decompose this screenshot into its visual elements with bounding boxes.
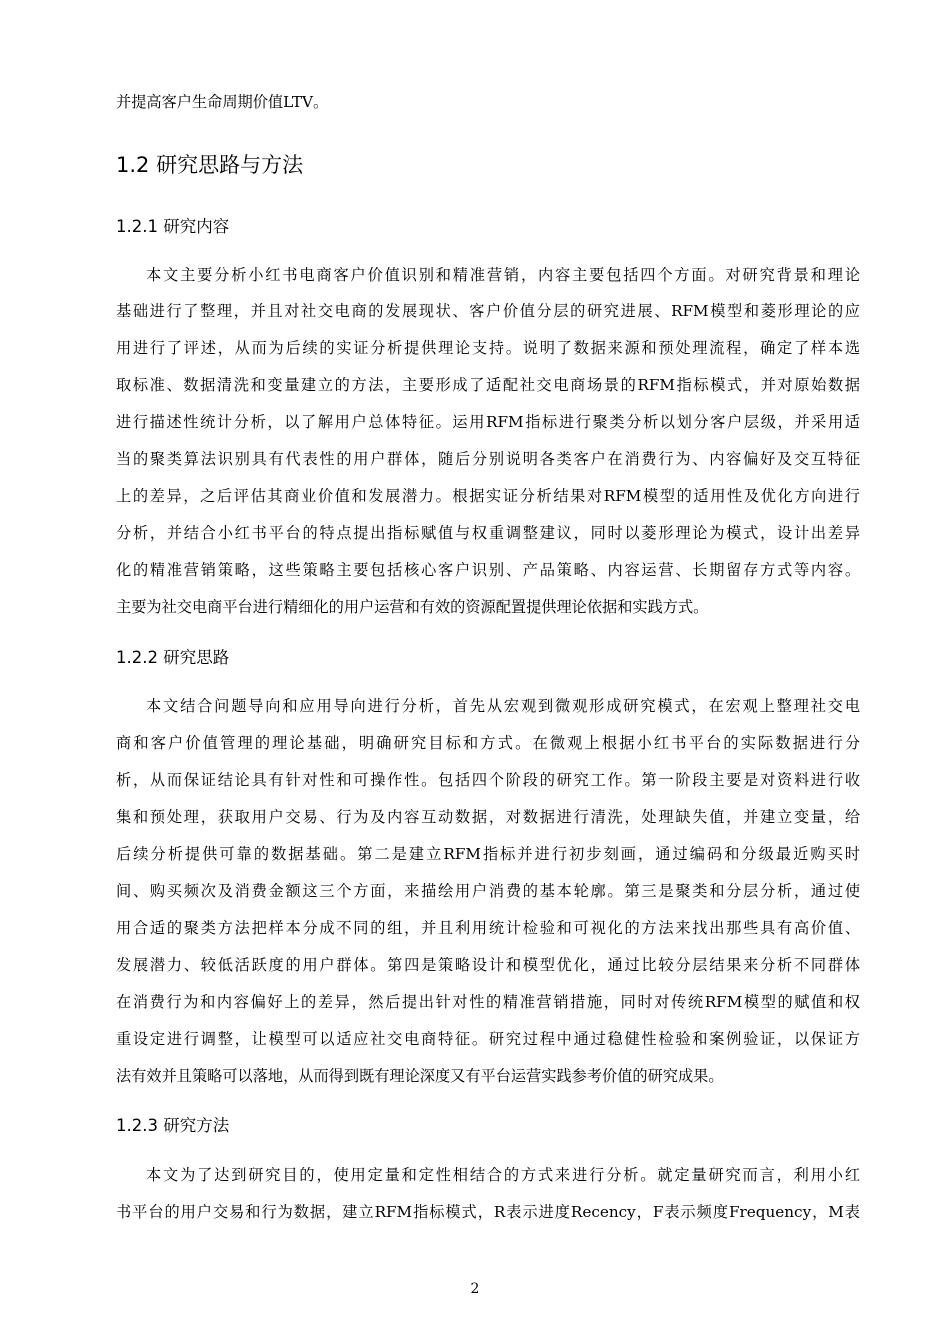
- page-number: 2: [470, 1281, 480, 1297]
- subsection-heading-123: 1.2.3 研究方法: [116, 1116, 230, 1135]
- paragraph-line: 本文为了达到研究目的，使用定量和定性相结合的方式来进行分析。就定量研究而言，利用小红: [146, 1166, 860, 1184]
- paragraph-line: 书平台的用户交易和行为数据，建立RFM指标模式，R表示进度Recency，F表示频度Frequency，M表: [116, 1203, 860, 1221]
- paragraph-line: 化的精准营销策略，这些策略主要包括核心客户识别、产品策略、内容运营、长期留存方式等内容。: [116, 561, 860, 579]
- paragraph-line: 集和预处理，获取用户交易、行为及内容互动数据，对数据进行清洗，处理缺失值，并建立变量，给: [116, 808, 860, 826]
- paragraph-line: 商和客户价值管理的理论基础，明确研究目标和方式。在微观上根据小红书平台的实际数据进行分: [116, 734, 860, 752]
- paragraph-line: 本文主要分析小红书电商客户价值识别和精准营销，内容主要包括四个方面。对研究背景和理论: [146, 266, 860, 284]
- section-heading: 1.2 研究思路与方法: [116, 153, 304, 177]
- paragraph-line: 分析，并结合小红书平台的特点提出指标赋值与权重调整建议，同时以菱形理论为模式，设计出差异: [116, 524, 860, 542]
- paragraph-line: 在消费行为和内容偏好上的差异，然后提出针对性的精准营销措施，同时对传统RFM模型的赋值和权: [116, 993, 860, 1011]
- paragraph-line: 基础进行了整理，并且对社交电商的发展现状、客户价值分层的研究进展、RFM模型和菱形理论的应: [116, 302, 860, 320]
- paragraph-line: 析，从而保证结论具有针对性和可操作性。包括四个阶段的研究工作。第一阶段主要是对资料进行收: [116, 771, 860, 789]
- paragraph-line: 本文结合问题导向和应用导向进行分析，首先从宏观到微观形成研究模式，在宏观上整理社交电: [146, 697, 860, 715]
- paragraph-line: 用合适的聚类方法把样本分成不同的组，并且利用统计检验和可视化的方法来找出那些具有高价值、: [116, 919, 860, 937]
- paragraph-line: 主要为社交电商平台进行精细化的用户运营和有效的资源配置提供理论依据和实践方式。: [116, 598, 709, 616]
- paragraph-line: 后续分析提供可靠的数据基础。第二是建立RFM指标并进行初步刻画，通过编码和分级最近购买时: [116, 845, 860, 863]
- paragraph-line: 取标准、数据清洗和变量建立的方法，主要形成了适配社交电商场景的RFM指标模式，并对原始数据: [116, 376, 860, 394]
- paragraph-line: 上的差异，之后评估其商业价值和发展潜力。根据实证分析结果对RFM模型的适用性及优化方向进行: [116, 487, 860, 505]
- paragraph-line: 间、购买频次及消费金额这三个方面，来描绘用户消费的基本轮廓。第三是聚类和分层分析，通过使: [116, 882, 860, 900]
- paragraph-line: 用进行了评述，从而为后续的实证分析提供理论支持。说明了数据来源和预处理流程，确定了样本选: [116, 339, 860, 357]
- paragraph-line: 重设定进行调整，让模型可以适应社交电商特征。研究过程中通过稳健性检验和案例验证，以保证方: [116, 1030, 860, 1048]
- intro-tail-line: 并提高客户生命周期价值LTV。: [116, 93, 329, 111]
- subsection-heading-122: 1.2.2 研究思路: [116, 648, 230, 667]
- paragraph-line: 发展潜力、较低活跃度的用户群体。第四是策略设计和模型优化，通过比较分层结果来分析不同群体: [116, 956, 860, 974]
- subsection-heading-121: 1.2.1 研究内容: [116, 217, 230, 236]
- paragraph-line: 进行描述性统计分析，以了解用户总体特征。运用RFM指标进行聚类分析以划分客户层级，并采用适: [116, 413, 860, 431]
- paragraph-line: 当的聚类算法识别具有代表性的用户群体，随后分别说明各类客户在消费行为、内容偏好及交互特征: [116, 450, 860, 468]
- paragraph-line: 法有效并且策略可以落地，从而得到既有理论深度又有平台运营实践参考价值的研究成果。: [116, 1067, 724, 1085]
